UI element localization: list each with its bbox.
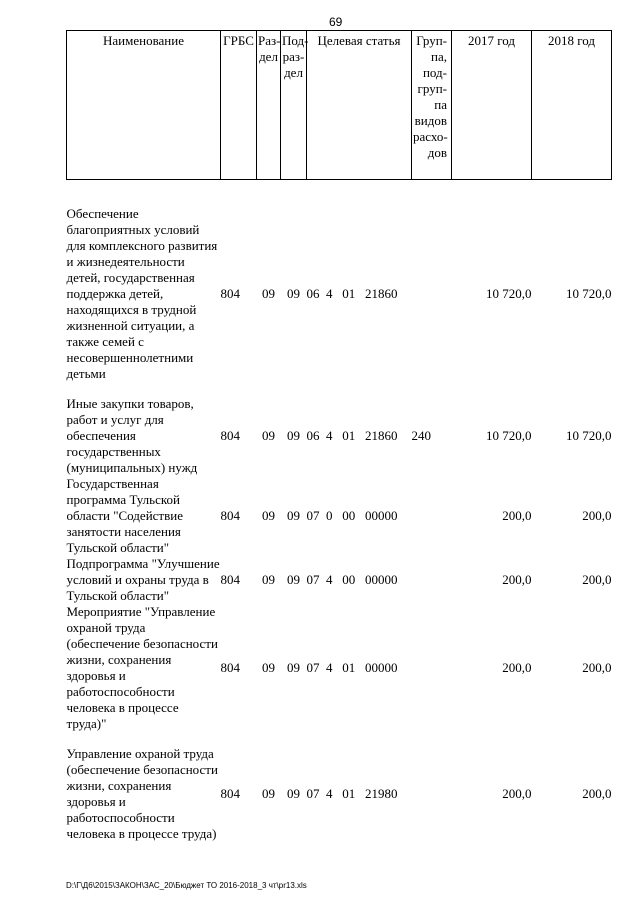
row-expense-group bbox=[412, 206, 452, 382]
row-grbs: 804 bbox=[220, 660, 240, 675]
row-amount-2017: 200,0 bbox=[502, 786, 532, 801]
row-grbs: 804 bbox=[220, 572, 240, 587]
row-amount-2018: 200,0 bbox=[582, 786, 612, 801]
header-razdel: Раз- дел bbox=[257, 31, 281, 180]
table-row bbox=[67, 396, 612, 476]
row-podrazdel: 09 bbox=[287, 786, 300, 801]
table-row bbox=[67, 476, 612, 556]
header-target: Целевая статья bbox=[307, 31, 412, 180]
budget-table-body bbox=[67, 180, 612, 843]
page-number: 69 bbox=[329, 15, 343, 29]
row-target-article: 07 4 01 00000 bbox=[306, 660, 398, 675]
row-podrazdel: 09 bbox=[287, 508, 300, 523]
row-amount-2017: 10 720,0 bbox=[486, 428, 532, 443]
row-name: Подпрограмма "Улучшение условий и охраны труда в Тульской области" bbox=[66, 556, 220, 603]
file-path-footer: D:\Г\Д6\2015\ЗАКОН\ЗАС_20\Бюджет ТО 2016-2018_3 чт\pr13.xls bbox=[66, 881, 307, 890]
table-row bbox=[67, 556, 612, 604]
header-name: Наименование bbox=[67, 31, 221, 180]
header-group: Груп- па, под- груп- па видов расхо- дов bbox=[412, 31, 452, 180]
row-podrazdel: 09 bbox=[287, 660, 300, 675]
header-podrazdel: Под- раз- дел bbox=[281, 31, 307, 180]
row-amount-2018: 200,0 bbox=[582, 572, 612, 587]
row-amount-2017: 200,0 bbox=[502, 660, 532, 675]
row-razdel: 09 bbox=[262, 508, 275, 523]
row-expense-group bbox=[412, 746, 452, 842]
table-row bbox=[67, 604, 612, 732]
row-expense-group bbox=[412, 556, 452, 604]
row-target-article: 07 4 01 21980 bbox=[306, 786, 398, 801]
row-razdel: 09 bbox=[262, 286, 275, 301]
table-row bbox=[67, 746, 612, 842]
header-grbs: ГРБС bbox=[221, 31, 257, 180]
row-grbs: 804 bbox=[220, 786, 240, 801]
row-amount-2017: 200,0 bbox=[502, 508, 532, 523]
budget-table bbox=[66, 30, 612, 842]
row-podrazdel: 09 bbox=[287, 572, 300, 587]
row-grbs: 804 bbox=[220, 508, 240, 523]
row-amount-2018: 10 720,0 bbox=[566, 428, 612, 443]
table-header-row bbox=[67, 31, 612, 180]
row-expense-group: 240 bbox=[411, 428, 431, 443]
row-razdel: 09 bbox=[262, 786, 275, 801]
row-grbs: 804 bbox=[220, 286, 240, 301]
row-name: Иные закупки товаров, работ и услуг для обеспечения государственных (муниципальных) нужд bbox=[66, 396, 198, 475]
row-razdel: 09 bbox=[262, 660, 275, 675]
row-expense-group bbox=[412, 604, 452, 732]
row-name: Обеспечение благоприятных условий для комплексного развития и жизнедеятельности детей, государственная поддержка детей, находящихся в трудной жизненной ситуации, а также семей с несовершеннолетними детьми bbox=[66, 206, 218, 381]
header-2018: 2018 год bbox=[532, 31, 612, 180]
row-grbs: 804 bbox=[220, 428, 240, 443]
row-name: Мероприятие "Управление охраной труда (обеспечение безопасности жизни, сохранения здоровья и работоспособности человека в процессе труда)" bbox=[66, 604, 218, 731]
row-podrazdel: 09 bbox=[287, 428, 300, 443]
row-expense-group bbox=[412, 476, 452, 556]
row-target-article: 06 4 01 21860 bbox=[306, 428, 398, 443]
row-target-article: 07 0 00 00000 bbox=[306, 508, 398, 523]
row-name: Управление охраной труда (обеспечение безопасности жизни, сохранения здоровья и работоспособности человека в процессе труда) bbox=[66, 746, 218, 841]
row-target-article: 07 4 00 00000 bbox=[306, 572, 398, 587]
row-amount-2017: 200,0 bbox=[502, 572, 532, 587]
row-amount-2018: 10 720,0 bbox=[566, 286, 612, 301]
row-razdel: 09 bbox=[262, 572, 275, 587]
row-razdel: 09 bbox=[262, 428, 275, 443]
row-podrazdel: 09 bbox=[287, 286, 300, 301]
row-name: Государственная программа Тульской области "Содействие занятости населения Тульской области" bbox=[66, 476, 183, 555]
row-target-article: 06 4 01 21860 bbox=[306, 286, 398, 301]
row-amount-2018: 200,0 bbox=[582, 508, 612, 523]
row-amount-2017: 10 720,0 bbox=[486, 286, 532, 301]
row-amount-2018: 200,0 bbox=[582, 660, 612, 675]
header-2017: 2017 год bbox=[452, 31, 532, 180]
table-row bbox=[67, 206, 612, 382]
